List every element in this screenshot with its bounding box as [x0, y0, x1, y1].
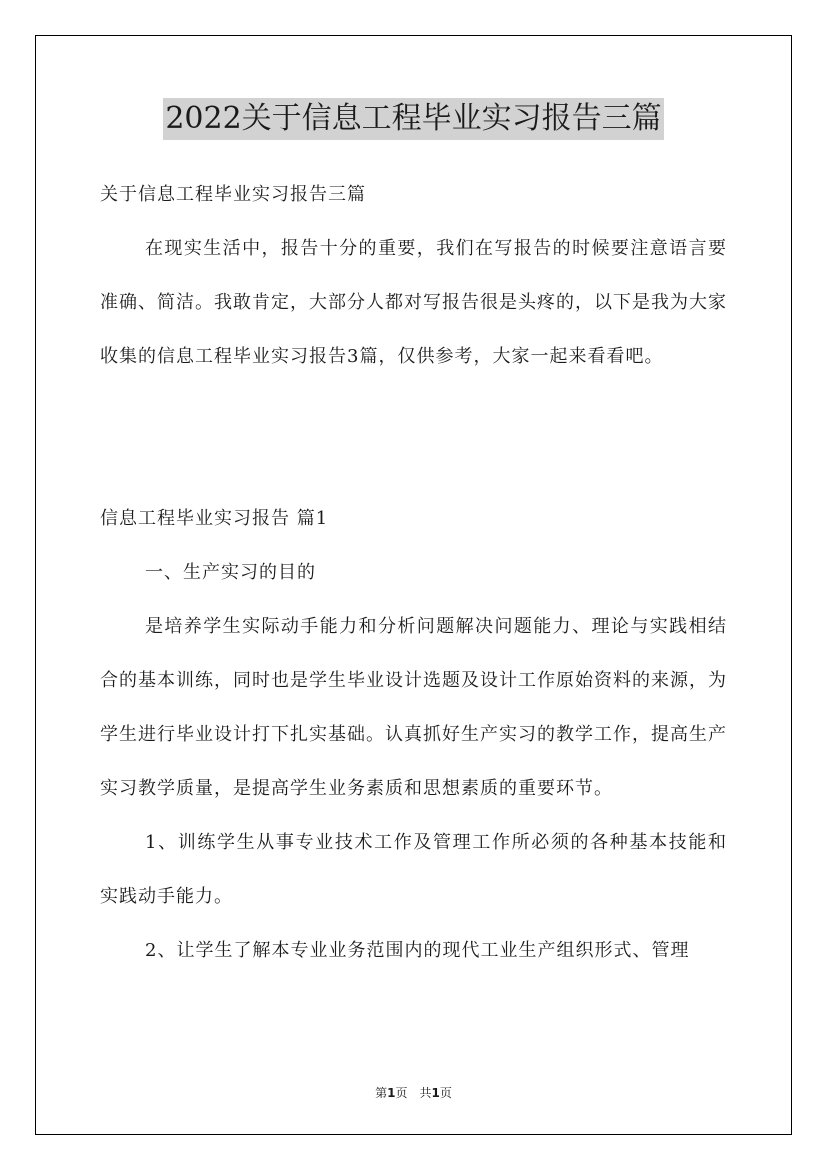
document-subtitle: 关于信息工程毕业实习报告三篇	[100, 184, 366, 205]
intro-block	[100, 222, 727, 384]
intro-paragraph: 在现实生活中，报告十分的重要，我们在写报告的时候要注意语言要准确、简洁。我敢肯定，大部分人都对写报告很是头疼的，以下是我为大家收集的信息工程毕业实习报告3篇，仅供参考，大家一起来看看吧。	[100, 238, 727, 367]
page-footer	[0, 1084, 827, 1101]
item-2-paragraph: 2、让学生了解本专业业务范围内的现代工业生产组织形式、管理	[145, 940, 690, 961]
subtitle-block	[100, 168, 727, 222]
part-heading: 一、生产实习的目的	[145, 562, 316, 583]
item-1-paragraph: 1、训练学生从事专业技术工作及管理工作所必须的各种基本技能和实践动手能力。	[100, 832, 727, 907]
document-title: 2022关于信息工程毕业实习报告三篇	[163, 98, 663, 140]
page-suffix: 页	[439, 1086, 452, 1100]
section-heading: 信息工程毕业实习报告 篇1	[100, 508, 329, 529]
title-container	[0, 98, 827, 140]
page-total: 1	[431, 1086, 440, 1100]
section-block	[100, 492, 727, 978]
page-mid: 页 共	[395, 1086, 432, 1100]
purpose-paragraph: 是培养学生实际动手能力和分析问题解决问题能力、理论与实践相结合的基本训练，同时也是学生毕业设计选题及设计工作原始资料的来源，为学生进行毕业设计打下扎实基础。认真抓好生产实习的教学工作，提高生产实习教学质量，是提高学生业务素质和思想素质的重要环节。	[100, 616, 727, 799]
page-current: 1	[387, 1086, 396, 1100]
page-prefix: 第	[375, 1086, 388, 1100]
